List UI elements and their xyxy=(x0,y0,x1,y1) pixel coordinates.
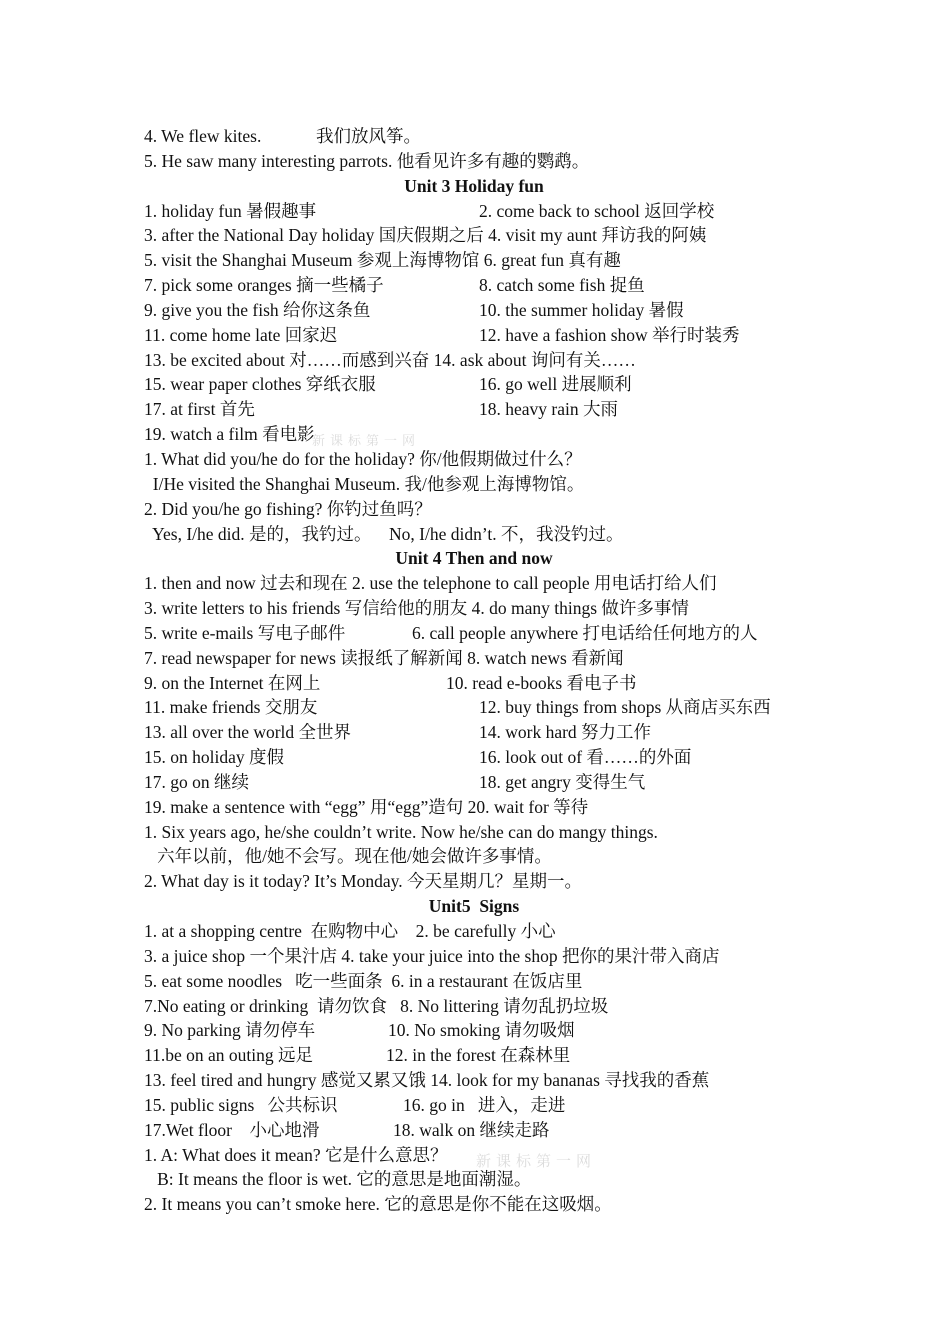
phrase-text: 12. buy things from shops 从商店买东西 xyxy=(479,697,771,718)
phrase-text: 17.Wet floor 小心地滑 xyxy=(144,1119,320,1140)
phrase-row xyxy=(144,248,824,273)
phrase-row xyxy=(144,770,824,795)
phrase-row xyxy=(144,348,824,373)
phrase-text: 2. come back to school 返回学校 xyxy=(479,200,715,221)
sentence-translation: 我们放风筝。 xyxy=(316,126,421,146)
phrase-row xyxy=(144,646,824,671)
phrase-text: 12. have a fashion show 举行时装秀 xyxy=(479,324,740,345)
phrase-text: 16. go well 进展顺利 xyxy=(479,374,632,395)
phrase-row xyxy=(144,372,824,397)
watermark: 新课标第一网 xyxy=(476,1152,597,1170)
unit-3-phrase-list xyxy=(144,199,824,447)
phrase-row xyxy=(144,671,824,696)
sentence-text: 1. A: What does it mean? 它是什么意思？ xyxy=(144,1144,448,1165)
phrase-row xyxy=(144,273,824,298)
phrase-row xyxy=(144,1018,824,1043)
phrase-text: 19. watch a film 看电影 xyxy=(144,424,315,445)
unit-3-heading xyxy=(144,174,804,199)
phrase-text: 14. work hard 努力工作 xyxy=(479,722,652,743)
phrase-text: 12. in the forest 在森林里 xyxy=(386,1045,571,1066)
phrase-row xyxy=(144,994,824,1019)
phrase-text: 10. the summer holiday 暑假 xyxy=(479,299,684,320)
phrase-row xyxy=(144,1043,824,1068)
phrase-text: 17. at first 首先 xyxy=(144,399,255,420)
sentence-line xyxy=(144,149,824,174)
unit-5-heading xyxy=(144,894,804,919)
phrase-text: 9. give you the fish 给你这条鱼 xyxy=(144,299,371,320)
phrase-text: 15. on holiday 度假 xyxy=(144,747,284,768)
phrase-text: 11. come home late 回家迟 xyxy=(144,324,338,345)
phrase-text: 13. feel tired and hungry 感觉又累又饿 14. look for my bananas 寻找我的香蕉 xyxy=(144,1070,710,1091)
phrase-row xyxy=(144,1093,824,1118)
phrase-text: 3. after the National Day holiday 国庆假期之后 4. visit my aunt 拜访我的阿姨 xyxy=(144,225,707,246)
phrase-row xyxy=(144,596,824,621)
phrase-row xyxy=(144,571,824,596)
phrase-row xyxy=(144,298,824,323)
phrase-text: 9. on the Internet 在网上 xyxy=(144,672,321,693)
sentence-text: B: It means the floor is wet. 它的意思是地面潮湿。 xyxy=(144,1169,532,1190)
phrase-row xyxy=(144,795,824,820)
sentence-line xyxy=(144,1167,824,1192)
sentence-text: 2. Did you/he go fishing? 你钓过鱼吗？ xyxy=(144,498,432,519)
sentence-line xyxy=(144,1192,824,1217)
phrase-text: 18. get angry 变得生气 xyxy=(479,771,646,792)
phrase-text: 5. eat some noodles 吃一些面条 6. in a restaurant 在饭店里 xyxy=(144,970,583,991)
phrase-row xyxy=(144,323,824,348)
phrase-text: 18. walk on 继续走路 xyxy=(393,1119,550,1140)
unit-title: Unit 4 Then and now xyxy=(395,548,553,569)
phrase-text: 7.No eating or drinking 请勿饮食 8. No littering 请勿乱扔垃圾 xyxy=(144,995,609,1016)
phrase-text: 17. go on 继续 xyxy=(144,771,249,792)
sentence-line xyxy=(144,522,824,547)
phrase-row xyxy=(144,944,824,969)
unit-title: Unit5 Signs xyxy=(428,896,520,917)
phrase-row xyxy=(144,422,824,447)
sentence-text: I/He visited the Shanghai Museum. 我/他参观上海博物馆。 xyxy=(144,473,585,494)
document-body xyxy=(144,124,824,1217)
sentence-text: 2. What day is it today? It’s Monday. 今天星期几？星期一。 xyxy=(144,871,582,892)
sentence-line xyxy=(144,869,824,894)
sentence-line xyxy=(144,497,824,522)
sentence-line xyxy=(144,820,824,845)
phrase-text: 11. make friends 交朋友 xyxy=(144,697,318,718)
watermark: 新课标第一网 xyxy=(312,434,421,449)
phrase-text: 19. make a sentence with “egg” 用“egg”造句 20. wait for 等待 xyxy=(144,796,589,817)
sentence-text: 5. He saw many interesting parrots. 他看见许多有趣的鹦鹉。 xyxy=(144,150,590,171)
phrase-text: 8. catch some fish 捉鱼 xyxy=(479,275,645,296)
phrase-text: 1. holiday fun 暑假趣事 xyxy=(144,200,317,221)
phrase-text: 1. at a shopping centre 在购物中心 2. be carefully 小心 xyxy=(144,921,556,941)
phrase-row xyxy=(144,1118,824,1143)
phrase-text: 13. be excited about 对……而感到兴奋 14. ask about 询问有关…… xyxy=(144,349,636,370)
phrase-row xyxy=(144,621,824,646)
phrase-text: 1. then and now 过去和现在 2. use the telephone to call people 用电话打给人们 xyxy=(144,573,717,594)
phrase-row xyxy=(144,1068,824,1093)
phrase-text: 13. all over the world 全世界 xyxy=(144,722,352,743)
phrase-row xyxy=(144,199,824,224)
sentence-line xyxy=(144,124,824,149)
sentence-text: 1. Six years ago, he/she couldn’t write. Now he/she can do mangy things. xyxy=(144,821,658,842)
sentence-text: Yes, I/he did. 是的，我钓过。 No, I/he didn’t. 不，我没钓过。 xyxy=(144,523,624,544)
sentence-line xyxy=(144,1143,824,1168)
sentence-line xyxy=(144,447,824,472)
phrase-text: 7. read newspaper for news 读报纸了解新闻 8. watch news 看新闻 xyxy=(144,647,624,668)
sentence-line xyxy=(144,472,824,497)
phrase-row xyxy=(144,720,824,745)
phrase-text: 5. visit the Shanghai Museum 参观上海博物馆 6. great fun 真有趣 xyxy=(144,250,621,271)
phrase-row xyxy=(144,223,824,248)
sentence-line xyxy=(144,844,824,869)
phrase-text: 15. public signs 公共标识 xyxy=(144,1094,338,1115)
sentence-text: 2. It means you can’t smoke here. 它的意思是你不能在这吸烟。 xyxy=(144,1194,612,1215)
phrase-text: 9. No parking 请勿停车 xyxy=(144,1020,316,1041)
phrase-text: 16. look out of 看……的外面 xyxy=(479,747,692,768)
unit-4-heading xyxy=(144,546,804,571)
phrase-text: 3. a juice shop 一个果汁店 4. take your juice into the shop 把你的果汁带入商店 xyxy=(144,945,720,966)
phrase-row xyxy=(144,969,824,994)
phrase-row xyxy=(144,919,824,944)
phrase-text: 16. go in 进入，走进 xyxy=(403,1094,566,1115)
unit-title: Unit 3 Holiday fun xyxy=(404,175,544,196)
sentence-text: 4. We flew kites. xyxy=(144,126,262,146)
phrase-text: 18. heavy rain 大雨 xyxy=(479,399,618,420)
phrase-text: 11.be on an outing 远足 xyxy=(144,1045,313,1066)
phrase-text: 5. write e-mails 写电子邮件 xyxy=(144,622,346,643)
phrase-row xyxy=(144,695,824,720)
phrase-text: 6. call people anywhere 打电话给任何地方的人 xyxy=(412,622,758,643)
phrase-text: 10. read e-books 看电子书 xyxy=(446,672,637,693)
phrase-text: 10. No smoking 请勿吸烟 xyxy=(388,1020,575,1041)
sentence-translation: 六年以前，他/她不会写。现在他/她会做许多事情。 xyxy=(144,846,552,867)
phrase-row xyxy=(144,397,824,422)
phrase-text: 15. wear paper clothes 穿纸衣服 xyxy=(144,374,376,395)
phrase-text: 3. write letters to his friends 写信给他的朋友 4. do many things 做许多事情 xyxy=(144,598,689,619)
sentence-text: 1. What did you/he do for the holiday? 你/他假期做过什么？ xyxy=(144,448,582,469)
phrase-row xyxy=(144,745,824,770)
phrase-text: 7. pick some oranges 摘一些橘子 xyxy=(144,275,384,296)
